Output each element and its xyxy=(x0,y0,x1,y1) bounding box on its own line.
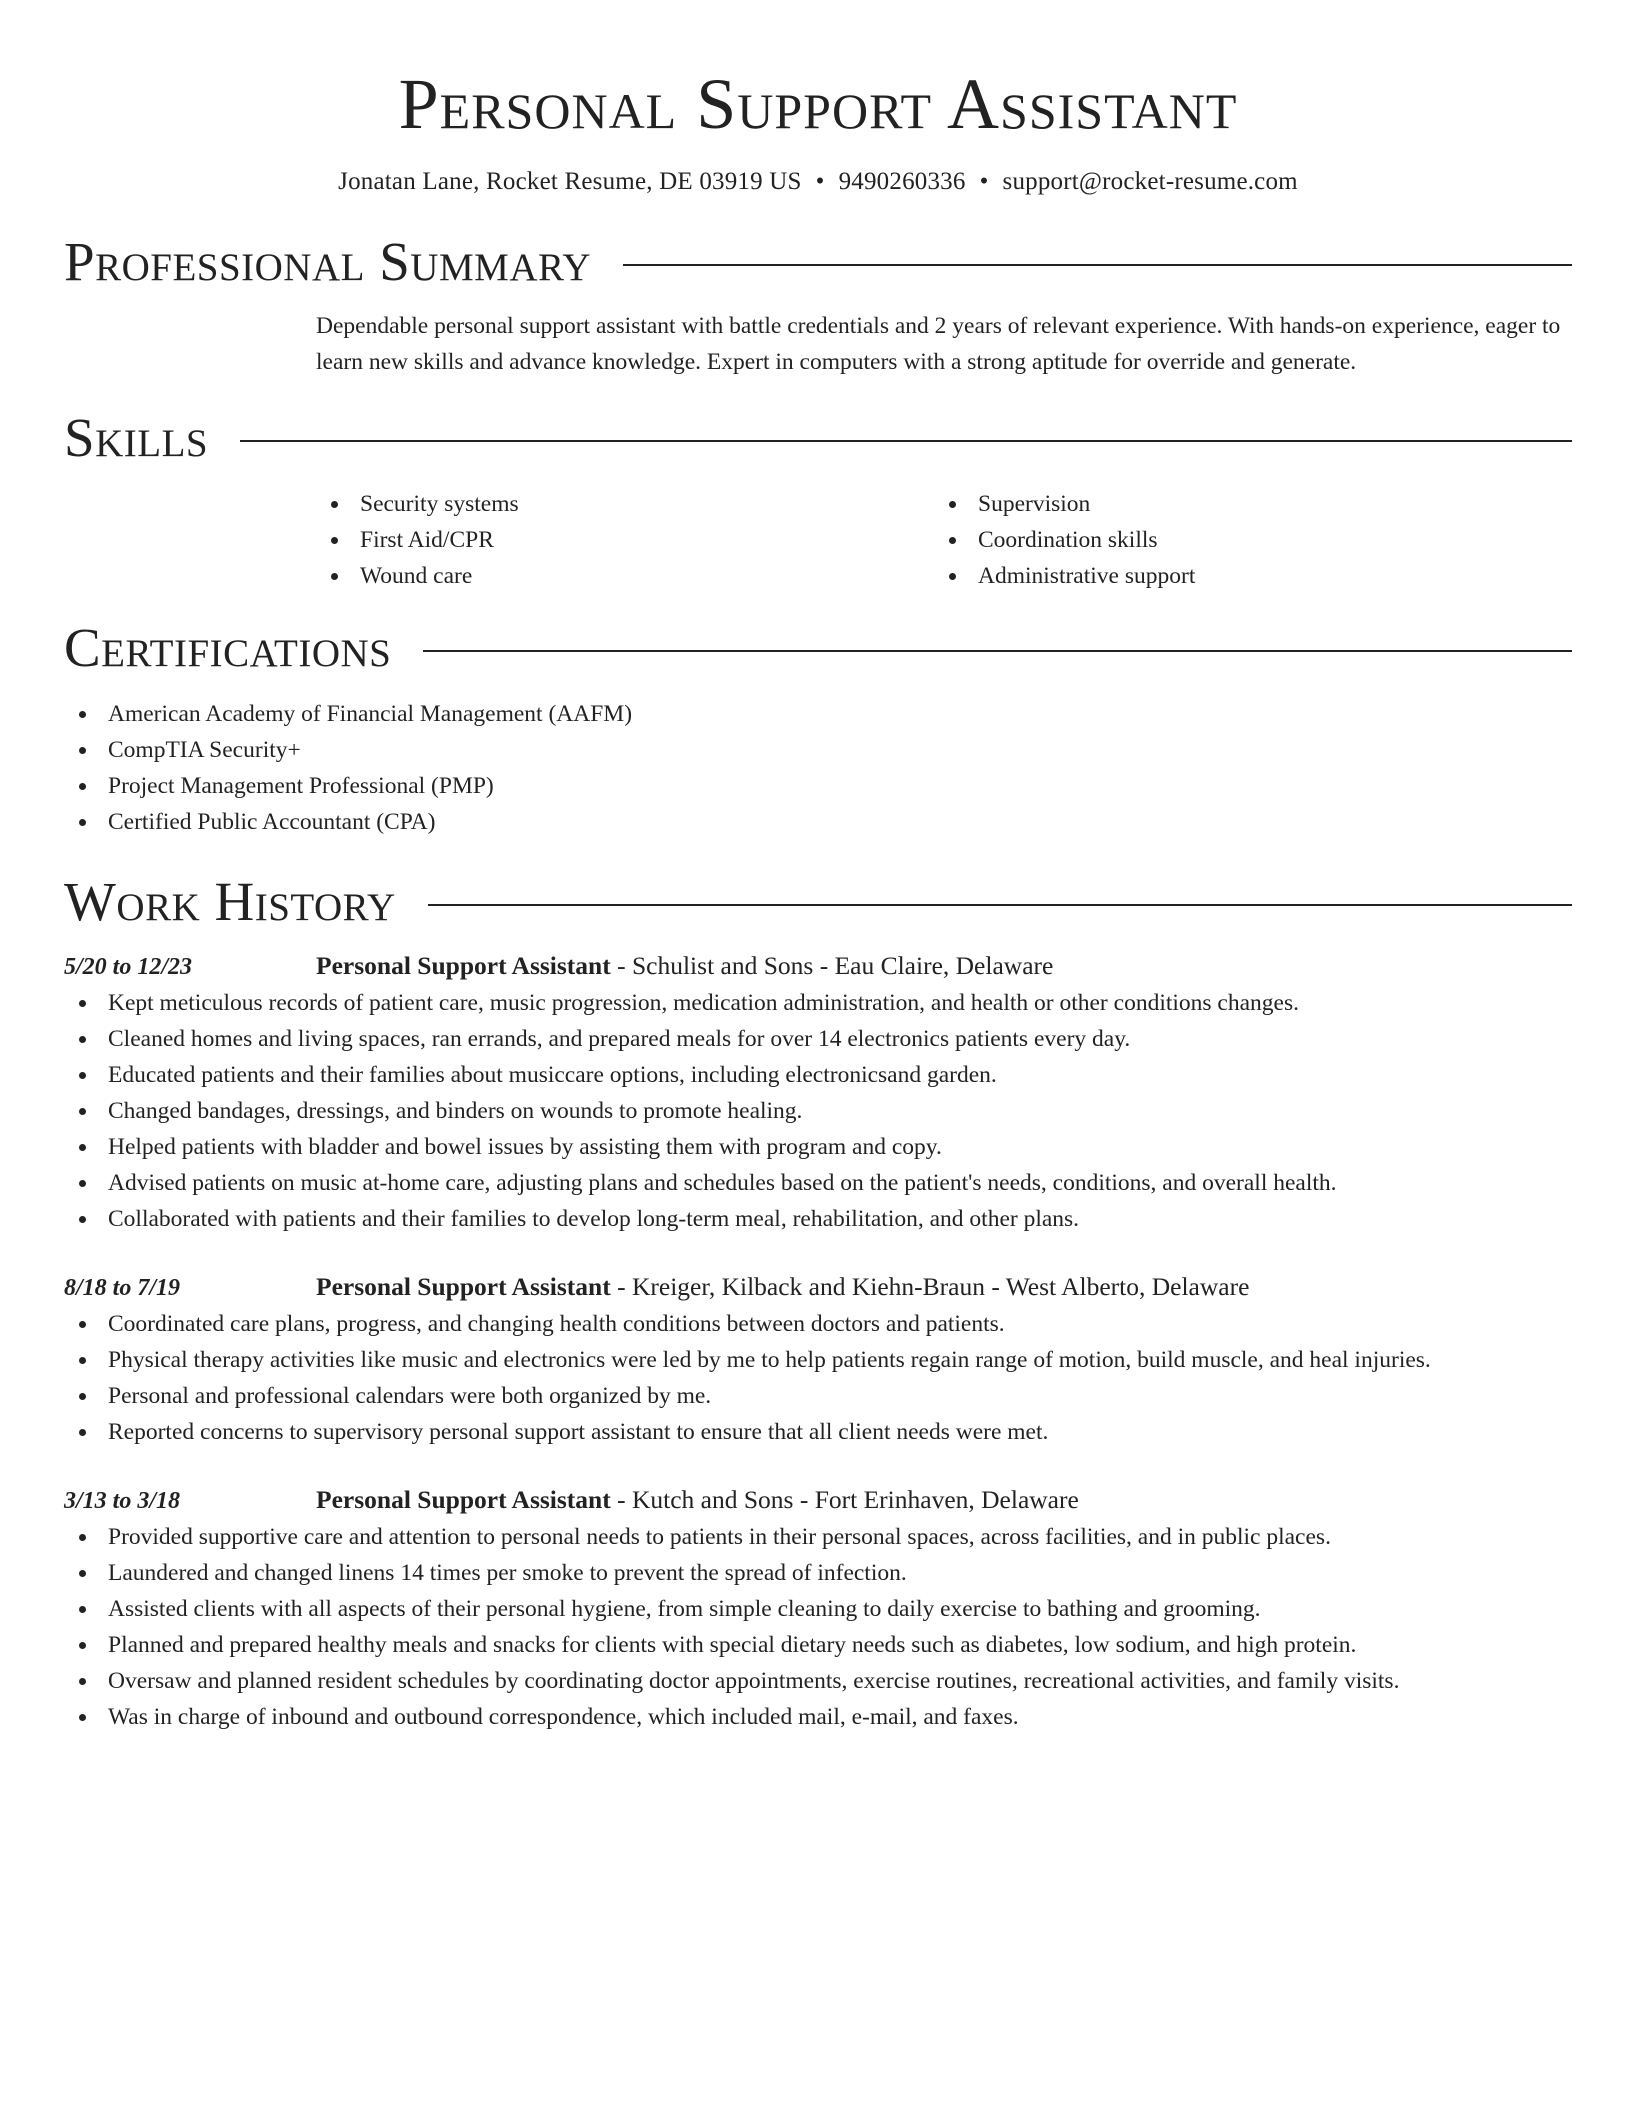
contact-email: support@rocket-resume.com xyxy=(1002,168,1298,195)
job-header xyxy=(64,1482,1572,1519)
job-title-line xyxy=(316,1269,1249,1305)
candidate-name: Personal Support Assistant xyxy=(398,64,1238,144)
section-divider xyxy=(623,264,1572,266)
job-duty: Provided supportive care and attention to personal needs to patients in their personal spaces, across facilities, and in public places. xyxy=(64,1519,1572,1555)
job-employer-location: - Kutch and Sons - Fort Erinhaven, Delaware xyxy=(610,1485,1079,1514)
skill-item: First Aid/CPR xyxy=(316,522,934,558)
contact-address: Jonatan Lane, Rocket Resume, DE 03919 US xyxy=(338,168,802,195)
job-title: Personal Support Assistant xyxy=(316,1485,611,1514)
job-duty: Kept meticulous records of patient care, music progression, medication administration, and health or other conditions changes. xyxy=(64,985,1572,1021)
contact-separator: • xyxy=(979,168,989,195)
job-duty: Advised patients on music at-home care, adjusting plans and schedules based on the patient's needs, conditions, and overall health. xyxy=(64,1165,1572,1201)
resume-page xyxy=(64,0,1572,1735)
summary-section-header xyxy=(64,230,1572,294)
certifications-section-header xyxy=(64,616,1572,680)
certification-item: American Academy of Financial Management (AAFM) xyxy=(64,696,1572,732)
job-employer-location: - Schulist and Sons - Eau Claire, Delaware xyxy=(610,951,1054,980)
skills-list xyxy=(316,486,1572,594)
skills-column-left xyxy=(316,486,934,594)
summary-text: Dependable personal support assistant with battle credentials and 2 years of relevant experience. With hands-on experience, eager to learn new skills and advance knowledge. Expert in computers with a strong aptitude for override and generate. xyxy=(316,313,1561,375)
summary-heading: Professional Summary xyxy=(64,231,592,292)
job-duty: Planned and prepared healthy meals and snacks for clients with special dietary needs such as diabetes, low sodium, and high protein. xyxy=(64,1627,1572,1663)
job-duty: Cleaned homes and living spaces, ran errands, and prepared meals for over 14 electronics patients every day. xyxy=(64,1021,1572,1057)
certifications-heading: Certifications xyxy=(64,617,392,678)
job-duty: Helped patients with bladder and bowel issues by assisting them with program and copy. xyxy=(64,1129,1572,1165)
work-heading: Work History xyxy=(64,871,396,932)
job-employer-location: - Kreiger, Kilback and Kiehn-Braun - West Alberto, Delaware xyxy=(610,1272,1250,1301)
job-duty: Educated patients and their families about musiccare options, including electronicsand garden. xyxy=(64,1057,1572,1093)
job-duty: Assisted clients with all aspects of their personal hygiene, from simple cleaning to daily exercise to bathing and grooming. xyxy=(64,1591,1572,1627)
certification-item: CompTIA Security+ xyxy=(64,732,1572,768)
job-entry xyxy=(64,1269,1572,1450)
job-duty: Personal and professional calendars were both organized by me. xyxy=(64,1378,1572,1414)
job-title: Personal Support Assistant xyxy=(316,951,611,980)
job-duty: Changed bandages, dressings, and binders on wounds to promote healing. xyxy=(64,1093,1572,1129)
contact-phone: 9490260336 xyxy=(838,168,966,195)
job-duty: Reported concerns to supervisory personal support assistant to ensure that all client needs were met. xyxy=(64,1414,1572,1450)
job-title-line xyxy=(316,948,1053,984)
job-duty: Collaborated with patients and their families to develop long-term meal, rehabilitation, and other plans. xyxy=(64,1201,1572,1237)
skill-item: Coordination skills xyxy=(934,522,1552,558)
job-duties xyxy=(64,1306,1572,1450)
work-section-header xyxy=(64,870,1572,934)
job-dates: 8/18 to 7/19 xyxy=(64,1275,181,1301)
job-duty: Was in charge of inbound and outbound correspondence, which included mail, e-mail, and faxes. xyxy=(64,1699,1572,1735)
section-divider xyxy=(423,650,1572,652)
skills-heading: Skills xyxy=(64,407,209,468)
job-title-line xyxy=(316,1482,1079,1518)
job-dates: 5/20 to 12/23 xyxy=(64,954,193,980)
certification-item: Certified Public Accountant (CPA) xyxy=(64,804,1572,840)
job-duty: Coordinated care plans, progress, and changing health conditions between doctors and patients. xyxy=(64,1306,1572,1342)
job-entry xyxy=(64,948,1572,1237)
job-duty: Physical therapy activities like music and electronics were led by me to help patients regain range of motion, build muscle, and heal injuries. xyxy=(64,1342,1572,1378)
skill-item: Wound care xyxy=(316,558,934,594)
job-title: Personal Support Assistant xyxy=(316,1272,611,1301)
job-duties xyxy=(64,985,1572,1237)
contact-line xyxy=(64,164,1572,200)
job-dates: 3/13 to 3/18 xyxy=(64,1488,181,1514)
job-duty: Oversaw and planned resident schedules by coordinating doctor appointments, exercise routines, recreational activities, and family visits. xyxy=(64,1663,1572,1699)
section-divider xyxy=(240,440,1572,442)
skills-column-right xyxy=(934,486,1552,594)
job-entry xyxy=(64,1482,1572,1735)
job-header xyxy=(64,1269,1572,1306)
skills-section-header xyxy=(64,406,1572,470)
job-duty: Laundered and changed linens 14 times per smoke to prevent the spread of infection. xyxy=(64,1555,1572,1591)
job-header xyxy=(64,948,1572,985)
certifications-list xyxy=(64,696,1572,840)
section-divider xyxy=(428,904,1572,906)
skill-item: Supervision xyxy=(934,486,1552,522)
skill-item: Security systems xyxy=(316,486,934,522)
job-duties xyxy=(64,1519,1572,1735)
certification-item: Project Management Professional (PMP) xyxy=(64,768,1572,804)
contact-separator: • xyxy=(815,168,825,195)
skill-item: Administrative support xyxy=(934,558,1552,594)
